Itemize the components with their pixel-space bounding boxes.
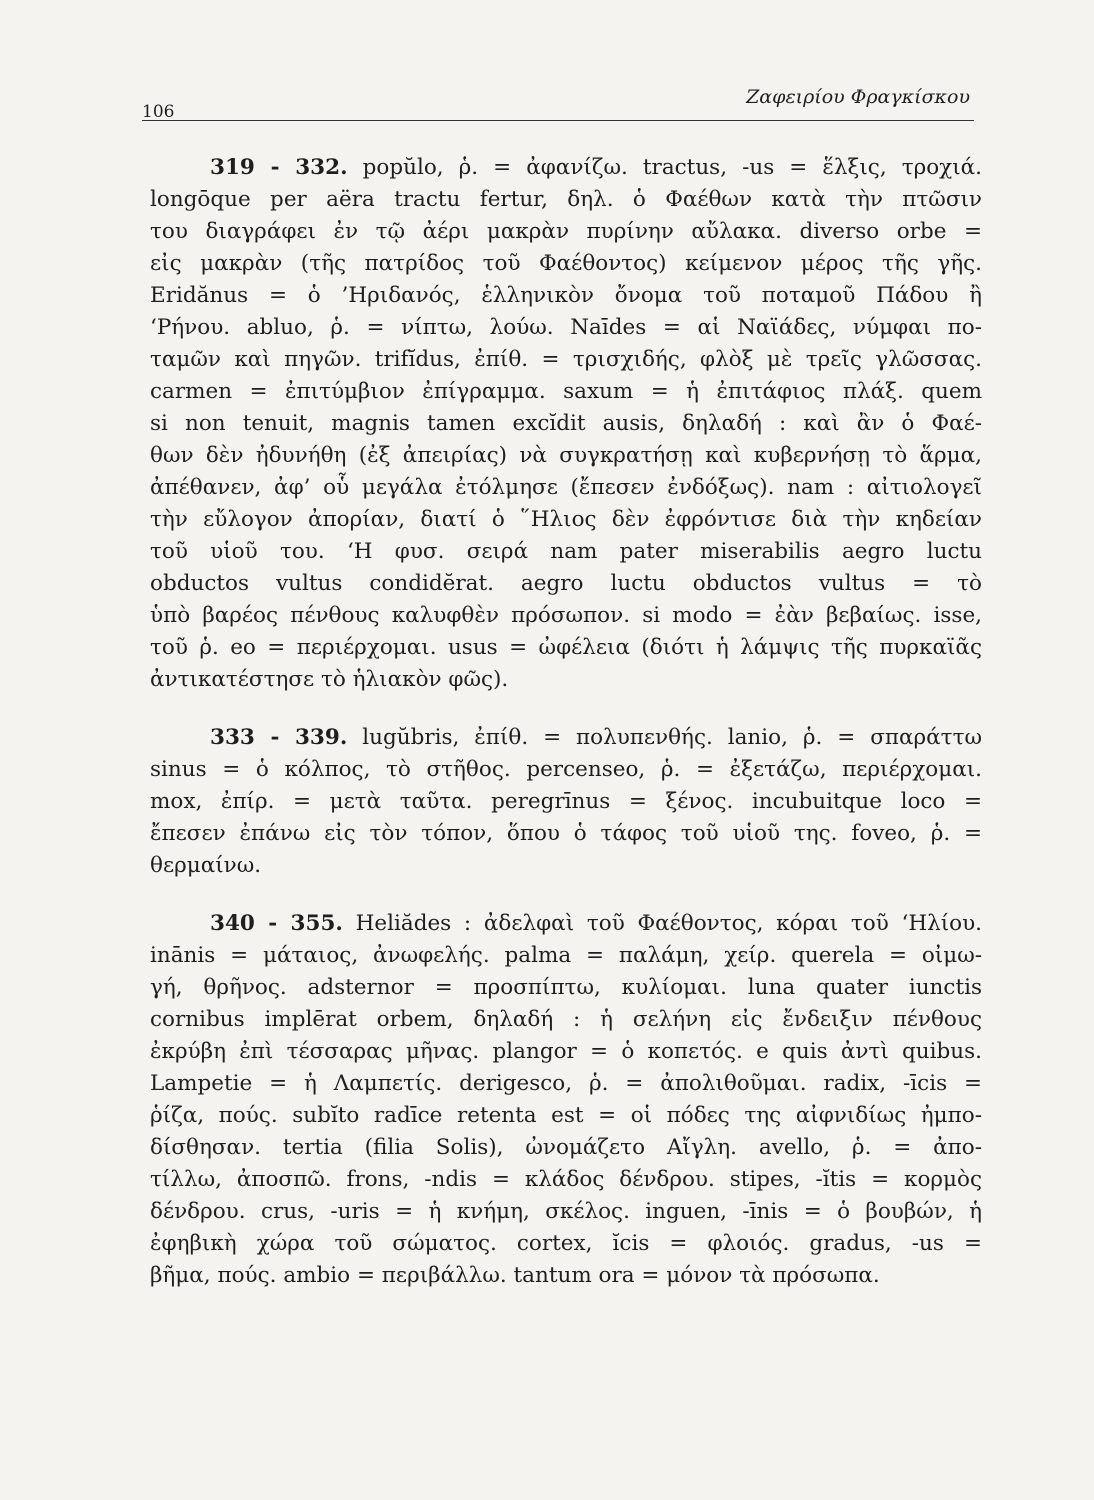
text-line: ‘Ρήνου. abluo, ῥ. = νίπτω, λούω. Naīdes = αἱ Ναϊάδες, νύμφαι πο- xyxy=(150,315,982,340)
text-line: obductos vultus condidĕrat. aegro luctu obductos vultus = τὸ xyxy=(150,571,982,596)
text-line: longōque per aëra tractu fertur, δηλ. ὁ Φαέθων κατὰ τὴν πτῶσιν xyxy=(150,187,982,212)
text-line: τίλλω, ἀποσπῶ. frons, -ndis = κλάδος δένδρου. stipes, -ĭtis = κορμὸς xyxy=(150,1167,982,1192)
text-line: δένδρου. crus, -uris = ἡ κνήμη, σκέλος. inguen, -īnis = ὁ βουβών, ἡ xyxy=(150,1199,982,1224)
commentary-section xyxy=(150,908,982,1292)
verse-range-number: 340 - 355. xyxy=(210,911,343,936)
text-line: inānis = μάταιος, ἀνωφελής. palma = παλάμη, χείρ. querela = οἰμω- xyxy=(150,943,982,968)
verse-range-number: 319 - 332. xyxy=(210,155,348,180)
page-header xyxy=(142,80,974,121)
text-line: εἰς μακρὰν (τῆς πατρίδος τοῦ Φαέθοντος) κείμενον μέρος τῆς γῆς. xyxy=(150,251,982,276)
text-line: carmen = ἐπιτύμβιον ἐπίγραμμα. saxum = ἡ ἐπιτάφιος πλάξ. quem xyxy=(150,379,982,404)
verse-range-number: 333 - 339. xyxy=(210,725,348,750)
text-line: βῆμα, πούς. ambio = περιβάλλω. tantum ora = μόνον τὰ πρόσωπα. xyxy=(150,1263,880,1288)
text-line: τὴν εὔλογον ἀπορίαν, διατί ὁ ῞Ηλιος δὲν ἐφρόντισε διὰ τὴν κηδείαν xyxy=(150,507,982,532)
text-line: θων δὲν ἠδυνήθη (ἐξ ἀπειρίας) νὰ συγκρατήσῃ καὶ κυβερνήσῃ τὸ ἅρμα, xyxy=(150,443,982,468)
text-line: ἔπεσεν ἐπάνω εἰς τὸν τόπον, ὅπου ὁ τάφος τοῦ υἱοῦ της. foveo, ῥ. = xyxy=(150,821,982,846)
line-text: Heliădes : ἀδελφαὶ τοῦ Φαέθοντος, κόραι τοῦ ‘Ηλίου. xyxy=(342,911,982,936)
page-number: 106 xyxy=(142,102,175,122)
text-line xyxy=(150,908,982,940)
line-text: lugŭbris, ἐπίθ. = πολυπενθής. lanio, ῥ. = σπαράττω xyxy=(347,725,982,750)
text-line: cornibus implērat orbem, δηλαδή : ἡ σελήνη εἰς ἔνδειξιν πένθους xyxy=(150,1007,982,1032)
text-line: sinus = ὁ κόλπος, τὸ στῆθος. percenseo, ῥ. = ἐξετάζω, περιέρχομαι. xyxy=(150,757,982,782)
text-line: ἐκρύβη ἐπὶ τέσσαρας μῆνας. plangor = ὁ κοπετός. e quis ἀντὶ quibus. xyxy=(150,1039,982,1064)
commentary-section xyxy=(150,722,982,882)
line-text: popŭlo, ῥ. = ἀφανίζω. tractus, -us = ἕλξις, τροχιά. xyxy=(347,155,982,180)
text-line: si non tenuit, magnis tamen excĭdit ausis, δηλαδή : καὶ ἂν ὁ Φαέ- xyxy=(150,411,982,436)
text-line: γή, θρῆνος. adsternor = προσπίπτω, κυλίομαι. luna quater iunctis xyxy=(150,975,982,1000)
text-line: Eridănus = ὁ ’Ηριδανός, ἑλληνικὸν ὄνομα τοῦ ποταμοῦ Πάδου ἢ xyxy=(150,283,982,308)
running-head: Ζαφειρίου Φραγκίσκου xyxy=(746,86,970,108)
text-line: ἀπέθανεν, ἀφ’ οὗ μεγάλα ἐτόλμησε (ἔπεσεν ἐνδόξως). nam : αἰτιολογεῖ xyxy=(150,475,982,500)
text-line xyxy=(150,152,982,184)
text-line: του διαγράφει ἐν τῷ ἀέρι μακρὰν πυρίνην αὔλακα. diverso orbe = xyxy=(150,219,982,244)
text-line: τοῦ ῥ. eo = περιέρχομαι. usus = ὠφέλεια (διότι ἡ λάμψις τῆς πυρκαϊᾶς xyxy=(150,635,982,660)
text-line: mox, ἐπίρ. = μετὰ ταῦτα. peregrīnus = ξένος. incubuitque loco = xyxy=(150,789,982,814)
commentary-section xyxy=(150,152,982,696)
text-line: δίσθησαν. tertia (filia Solis), ὠνομάζετο Αἴγλη. avello, ῥ. = ἀπο- xyxy=(150,1135,982,1160)
text-line: τοῦ υἱοῦ του. ‘Η φυσ. σειρά nam pater miserabilis aegro luctu xyxy=(150,539,982,564)
text-line: Lampetie = ἡ Λαμπετίς. derigesco, ῥ. = ἀπολιθοῦμαι. radix, -īcis = xyxy=(150,1071,982,1096)
text-line: ὑπὸ βαρέος πένθους καλυφθὲν πρόσωπον. si modo = ἐὰν βεβαίως. isse, xyxy=(150,603,982,628)
commentary-body xyxy=(150,152,982,1318)
text-line: ἐφηβικὴ χώρα τοῦ σώματος. cortex, ĭcis = φλοιός. gradus, -us = xyxy=(150,1231,982,1256)
text-line: θερμαίνω. xyxy=(150,853,262,878)
text-line xyxy=(150,722,982,754)
text-line: ταμῶν καὶ πηγῶν. trifĭdus, ἐπίθ. = τρισχιδής, φλὸξ μὲ τρεῖς γλῶσσας. xyxy=(150,347,982,372)
text-line: ῥίζα, πούς. subĭto radīce retenta est = οἱ πόδες της αἰφνιδίως ἠμπο- xyxy=(150,1103,982,1128)
text-line: ἀντικατέστησε τὸ ἡλιακὸν φῶς). xyxy=(150,667,509,692)
